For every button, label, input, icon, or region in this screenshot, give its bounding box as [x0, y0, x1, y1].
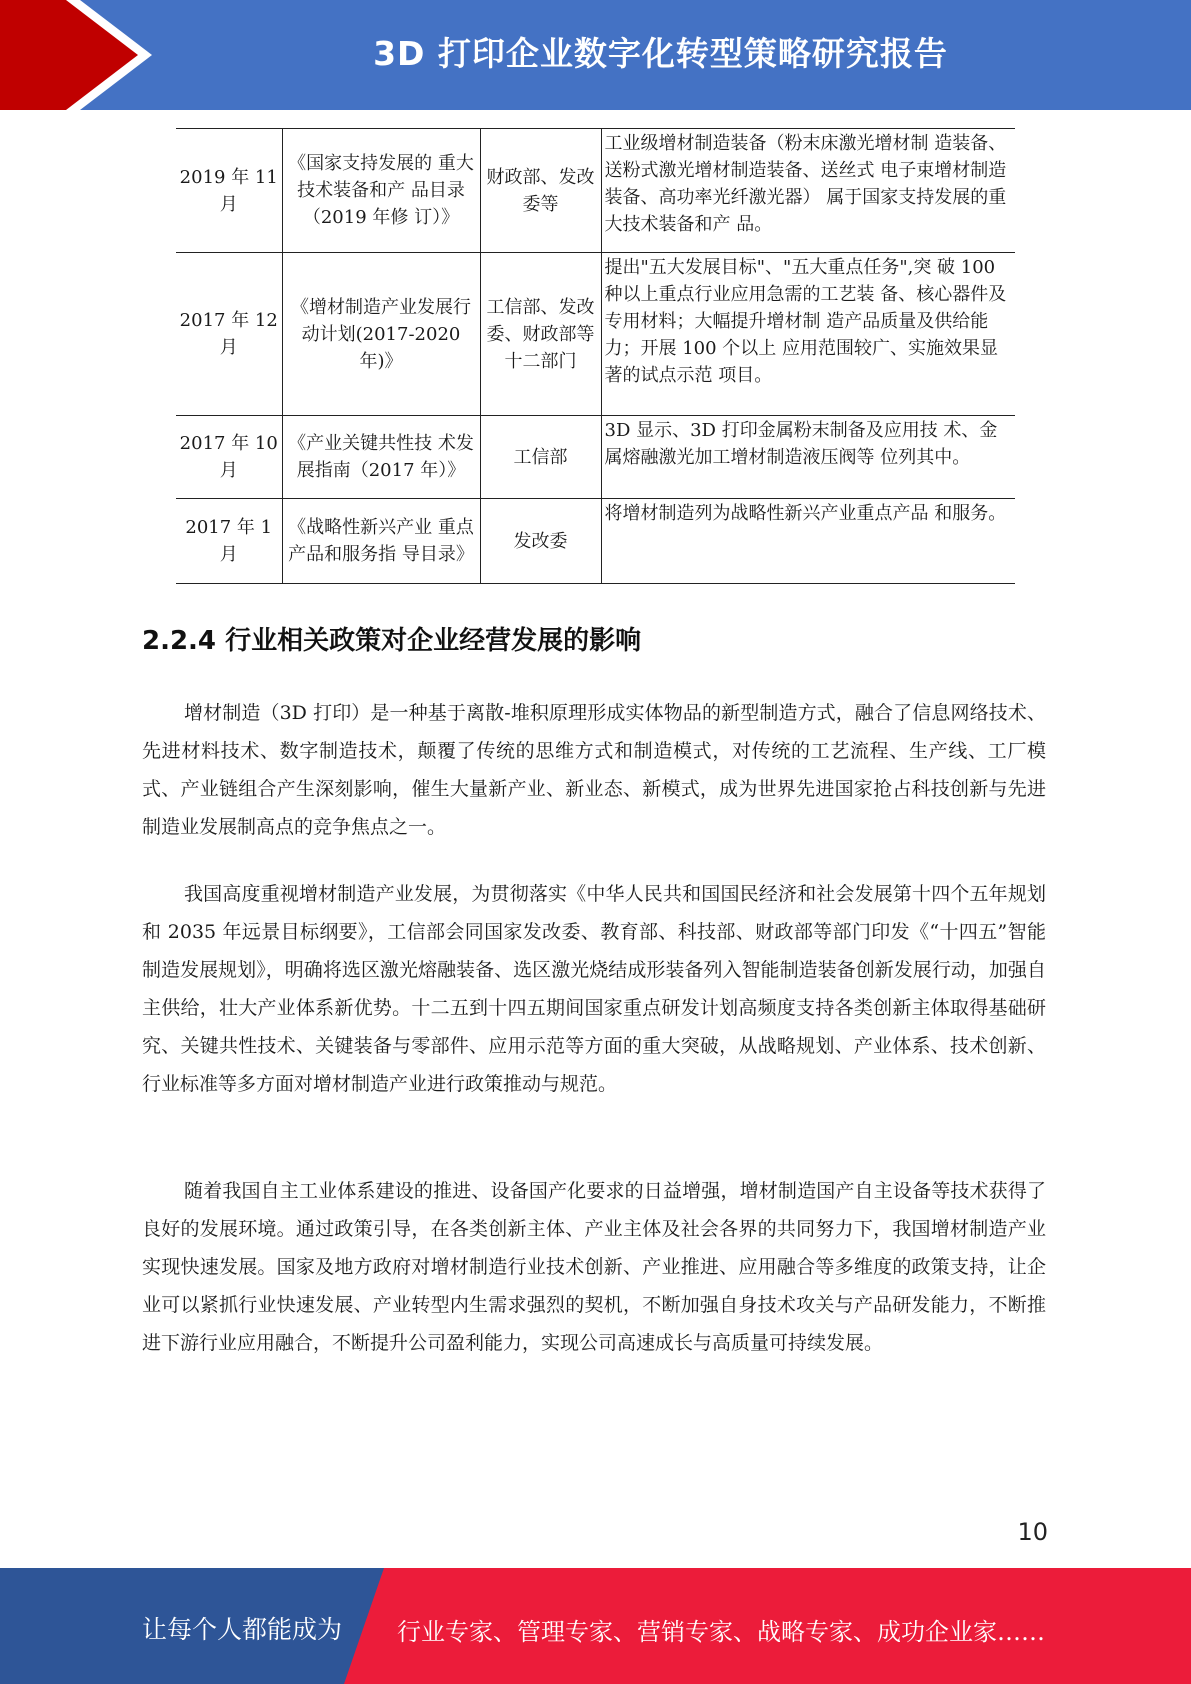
cell-issuer: 财政部、发改委等	[480, 129, 601, 253]
cell-content: 将增材制造列为战略性新兴产业重点产品 和服务。	[601, 499, 1015, 584]
cell-document: 《产业关键共性技 术发展指南（2017 年）》	[282, 416, 480, 499]
cell-document: 《战略性新兴产业 重点产品和服务指 导目录》	[282, 499, 480, 584]
cell-issuer: 工信部	[480, 416, 601, 499]
report-title: 3D 打印企业数字化转型策略研究报告	[373, 34, 948, 73]
body-paragraph-1: 增材制造（3D 打印）是一种基于离散-堆积原理形成实体物品的新型制造方式，融合了信息网络技术、先进材料技术、数字制造技术，颠覆了传统的思维方式和制造模式，对传统的工艺流程、生产线、工厂模式、产业链组合产生深刻影响，催生大量新产业、新业态、新模式，成为世界先进国家抢占科技创新与先进制造业发展制高点的竞争焦点之一。	[142, 702, 1046, 838]
table-row	[176, 416, 1015, 499]
footer-slogan-left: 让每个人都能成为	[142, 1615, 343, 1644]
cell-issuer: 发改委	[480, 499, 601, 584]
page-footer	[0, 1568, 1191, 1684]
cell-document: 《国家支持发展的 重大技术装备和产 品目录（2019 年修 订）》	[282, 129, 480, 253]
footer-slogan-right: 行业专家、管理专家、营销专家、战略专家、成功企业家……	[397, 1618, 1045, 1646]
header-chevron-decoration	[0, 0, 160, 110]
cell-document: 《增材制造产业发展行动计划(2017-2020 年)》	[282, 253, 480, 416]
cell-date: 2019 年 11 月	[176, 129, 282, 253]
chevron-red-shape	[0, 0, 138, 110]
body-paragraph-2: 我国高度重视增材制造产业发展，为贯彻落实《中华人民共和国国民经济和社会发展第十四个五年规划和 2035 年远景目标纲要》，工信部会同国家发改委、教育部、科技部、财政部等部门印发《“十四五”智能制造发展规划》，明确将选区激光熔融装备、选区激光烧结成形装备列入智能制造装备创新发展行动，加强自主供给，壮大产业体系新优势。十二五到十四五期间国家重点研发计划高频度支持各类创新主体取得基础研究、关键共性技术、关键装备与零部件、应用示范等方面的重大突破，从战略规划、产业体系、技术创新、行业标准等多方面对增材制造产业进行政策推动与规范。	[142, 883, 1046, 1095]
table-row	[176, 499, 1015, 584]
cell-date: 2017 年 12 月	[176, 253, 282, 416]
cell-content: 提出"五大发展目标"、"五大重点任务",突 破 100 种以上重点行业应用急需的工艺装 备、核心器件及专用材料；大幅提升增材制 造产品质量及供给能力；开展 100 个以上 应用范围较广、实施效果显著的试点示范 项目。	[601, 253, 1015, 416]
page-number: 10	[1017, 1518, 1048, 1546]
page-header	[0, 0, 1191, 110]
cell-date: 2017 年 10 月	[176, 416, 282, 499]
table-row	[176, 253, 1015, 416]
cell-date: 2017 年 1 月	[176, 499, 282, 584]
cell-content: 工业级增材制造装备（粉末床激光增材制 造装备、送粉式激光增材制造装备、送丝式 电子束增材制造装备、高功率光纤激光器） 属于国家支持发展的重大技术装备和产 品。	[601, 129, 1015, 253]
policy-table	[176, 128, 1015, 584]
cell-content: 3D 显示、3D 打印金属粉末制备及应用技 术、金属熔融激光加工增材制造液压阀等 位列其中。	[601, 416, 1015, 499]
table-row	[176, 129, 1015, 253]
section-heading: 2.2.4 行业相关政策对企业经营发展的影响	[142, 626, 642, 656]
body-paragraph-3: 随着我国自主工业体系建设的推进、设备国产化要求的日益增强，增材制造国产自主设备等技术获得了良好的发展环境。通过政策引导，在各类创新主体、产业主体及社会各界的共同努力下，我国增材制造产业实现快速发展。国家及地方政府对增材制造行业技术创新、产业推进、应用融合等多维度的政策支持，让企业可以紧抓行业快速发展、产业转型内生需求强烈的契机，不断加强自身技术攻关与产品研发能力，不断推进下游行业应用融合，不断提升公司盈利能力，实现公司高速成长与高质量可持续发展。	[142, 1180, 1046, 1354]
cell-issuer: 工信部、发改委、财政部等十二部门	[480, 253, 601, 416]
